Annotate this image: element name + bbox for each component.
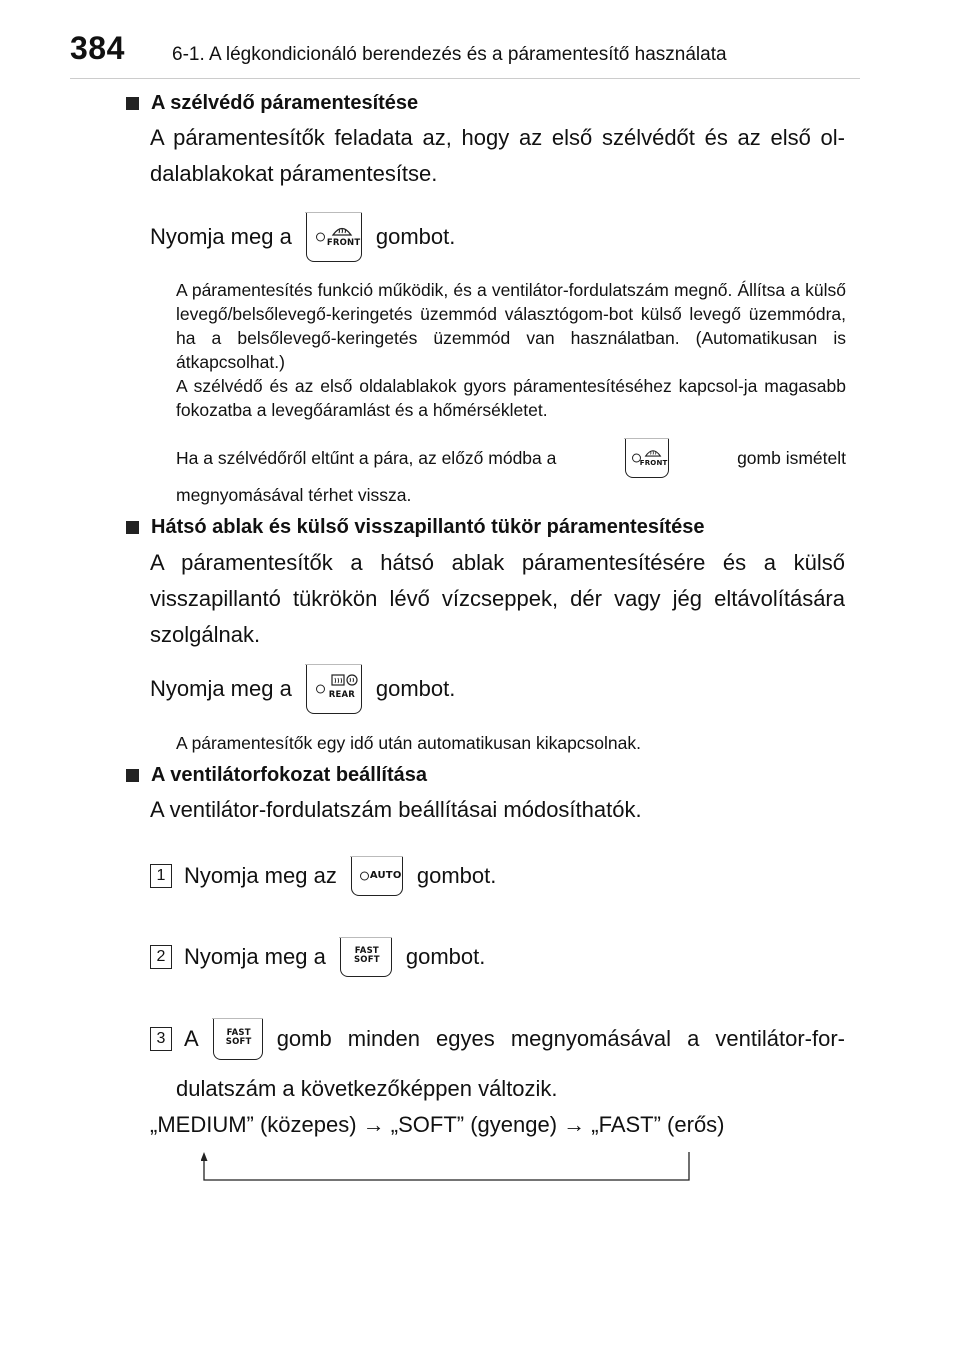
note-text: gomb ismételt — [737, 447, 846, 468]
header-divider — [70, 78, 860, 79]
chapter-title: 6-1. A légkondicionáló berendezés és a páramentesítő használata — [172, 44, 727, 65]
button-label: FAST — [226, 1028, 251, 1038]
section-intro: A ventilátor-fordulatszám beállításai módosíthatók. — [150, 797, 642, 822]
button-label: SOFT — [225, 1037, 252, 1047]
fan-speed-button[interactable] — [340, 937, 392, 977]
fan-speed-button[interactable] — [213, 1018, 263, 1060]
instruction-line — [150, 664, 455, 714]
button-label: FAST — [354, 946, 379, 956]
front-defroster-icon — [644, 447, 662, 457]
cycle-return-arrow-icon — [201, 1152, 691, 1182]
step-text: Nyomja meg az — [184, 863, 337, 888]
front-defroster-icon — [331, 224, 353, 236]
indicator-light-icon — [316, 684, 325, 693]
rear-defroster-button[interactable] — [306, 664, 362, 714]
front-defroster-button[interactable] — [625, 438, 669, 478]
rear-defroster-icon — [331, 674, 345, 686]
indicator-light-icon — [316, 232, 325, 241]
section-title-text: Hátsó ablak és külső visszapillantó tükör páramentesítése — [151, 516, 705, 538]
square-bullet-icon — [126, 521, 139, 534]
page-number: 384 — [70, 30, 125, 66]
instruction-text: gombot. — [375, 676, 456, 701]
button-label: REAR — [328, 690, 355, 700]
note-text: megnyomásával térhet vissza. — [176, 485, 412, 505]
section-title-rear — [126, 516, 705, 539]
front-defroster-button[interactable] — [306, 212, 362, 262]
instruction-text: gombot. — [375, 224, 456, 249]
step-text: gombot. — [416, 863, 497, 888]
button-label: SOFT — [353, 955, 380, 965]
fan-cycle-text: „MEDIUM” (közepes) → „SOFT” (gyenge) → „FAST” (erős) — [150, 1112, 725, 1137]
return-line — [176, 438, 846, 478]
instruction-text: Nyomja meg a — [150, 224, 292, 249]
button-label: FRONT — [639, 459, 668, 467]
mirror-heater-icon — [346, 674, 358, 686]
step-3 — [150, 1018, 845, 1060]
square-bullet-icon — [126, 97, 139, 110]
section-intro: A páramentesítők a hátsó ablak páramentesítésére és a külső visszapillantó tükrökön lévő vízcseppek, dér vagy jég eltávolítására szolgálnak. — [150, 550, 845, 647]
note-text: A szélvédő és az első oldalablakok gyors páramentesítéséhez kapcsol-ja magasabb fokozatba a levegőáramlást és a hőmérsékletet. — [176, 376, 846, 420]
section-title-fan — [126, 764, 427, 787]
section-intro: A páramentesítők feladata az, hogy az első szélvédőt és az első ol-dalablakokat páramentesítse. — [150, 125, 845, 186]
section-title-text: A ventilátorfokozat beállítása — [151, 764, 427, 786]
step-text: gombot. — [405, 944, 486, 969]
button-label: AUTO — [369, 870, 402, 881]
step-number: 1 — [150, 864, 172, 888]
instruction-text: Nyomja meg a — [150, 676, 292, 701]
instruction-line — [150, 212, 455, 262]
button-label: FRONT — [326, 238, 361, 248]
step-text: dulatszám a következőképpen változik. — [176, 1076, 558, 1101]
indicator-light-icon — [360, 871, 369, 880]
section-title-text: A szélvédő páramentesítése — [151, 92, 419, 114]
note-text: Ha a szélvédőről eltűnt a pára, az előző módba a — [176, 447, 557, 468]
note-text: A páramentesítők egy idő után automatikusan kikapcsolnak. — [176, 733, 641, 753]
step-text: A — [184, 1026, 199, 1051]
section-title-windshield — [126, 92, 418, 115]
step-text: gomb minden egyes megnyomásával a ventilátor-for- — [276, 1026, 845, 1051]
step-1 — [150, 856, 845, 896]
step-2 — [150, 937, 845, 977]
auto-button[interactable] — [351, 856, 403, 896]
step-number: 2 — [150, 945, 172, 969]
step-text: Nyomja meg a — [184, 944, 326, 969]
note-text: A páramentesítés funkció működik, és a ventilátor-fordulatszám megnő. Állítsa a külső levegő/belsőlevegő-keringetés üzemmód választógom-bot külső levegő üzemmódra, ha a belsőlevegő-keringetés üzemmód van használatban. (Automatikusan is átkapcsolhat.) — [176, 280, 846, 372]
step-number: 3 — [150, 1027, 172, 1051]
square-bullet-icon — [126, 769, 139, 782]
